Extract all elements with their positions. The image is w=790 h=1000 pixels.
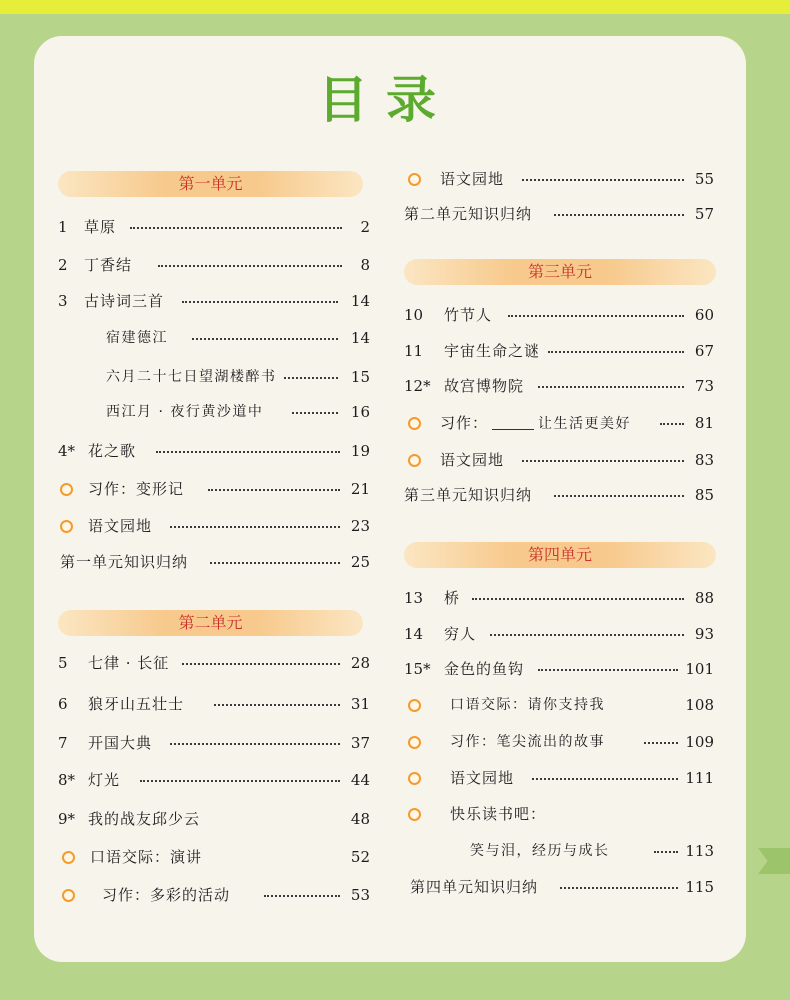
bullet-icon	[62, 889, 75, 902]
entry-number: 6	[58, 695, 68, 713]
toc-entry[interactable]	[404, 801, 714, 827]
top-strip	[0, 0, 790, 14]
entry-page: 109	[685, 733, 714, 751]
entry-page: 115	[685, 878, 714, 896]
entry-title-suffix: 让生活更美好	[538, 416, 632, 432]
dot-leader	[538, 386, 684, 388]
dot-leader	[140, 780, 340, 782]
toc-entry[interactable]	[58, 438, 370, 464]
toc-entry[interactable]	[58, 252, 370, 278]
dot-leader	[560, 887, 678, 889]
unit1-summary[interactable]	[58, 549, 370, 575]
entry-page: 14	[350, 292, 370, 310]
dot-leader	[554, 214, 684, 216]
dot-leader	[182, 301, 338, 303]
entry-page: 113	[685, 842, 714, 860]
bullet-icon	[408, 173, 421, 186]
toc-entry[interactable]	[404, 692, 714, 718]
dot-leader	[472, 598, 684, 600]
dot-leader	[508, 315, 684, 317]
toc-entry[interactable]	[404, 585, 714, 611]
entry-title: 口语交际：请你支持我	[450, 697, 605, 713]
entry-title: 花之歌	[88, 442, 137, 460]
bullet-icon	[62, 851, 75, 864]
entry-number: 15*	[404, 660, 431, 678]
entry-title: 故宫博物院	[444, 377, 525, 395]
bullet-icon	[408, 699, 421, 712]
toc-entry[interactable]	[58, 882, 370, 908]
unit4-header: 第四单元	[404, 542, 716, 568]
toc-entry[interactable]	[58, 691, 370, 717]
dot-leader	[654, 851, 678, 853]
dot-leader	[130, 227, 342, 229]
dot-leader	[214, 704, 340, 706]
entry-page: 101	[685, 660, 714, 678]
entry-page: 44	[350, 771, 370, 789]
entry-page: 48	[350, 810, 370, 828]
toc-entry[interactable]	[58, 513, 370, 539]
entry-number: 3	[58, 292, 68, 310]
entry-title: 第三单元知识归纳	[404, 486, 533, 504]
entry-title: 习作：多彩的活动	[102, 886, 231, 904]
dot-leader	[522, 460, 684, 462]
entry-number: 7	[58, 734, 68, 752]
entry-title: 语文园地	[88, 517, 153, 535]
entry-title-prefix: 习作：	[440, 414, 489, 432]
fill-in-blank	[492, 415, 534, 430]
entry-title: 我的战友邱少云	[88, 810, 201, 828]
bullet-icon	[408, 736, 421, 749]
toc-entry[interactable]	[58, 767, 370, 793]
toc-entry[interactable]	[404, 302, 714, 328]
unit2-header: 第二单元	[58, 610, 363, 636]
dot-leader	[210, 562, 340, 564]
toc-entry[interactable]	[58, 288, 370, 314]
dot-leader	[660, 423, 684, 425]
dot-leader	[192, 338, 338, 340]
toc-entry[interactable]	[58, 364, 370, 390]
entry-page: 15	[350, 368, 370, 386]
entry-title: 古诗词三首	[84, 292, 165, 310]
entry-page: 88	[694, 589, 714, 607]
entry-title: 语文园地	[440, 170, 505, 188]
entry-number: 2	[58, 256, 68, 274]
entry-page: 108	[685, 696, 714, 714]
entry-title: 第四单元知识归纳	[410, 878, 539, 896]
entry-title: 宿建德江	[106, 330, 168, 346]
entry-title: 草原	[84, 218, 117, 236]
dot-leader	[158, 265, 342, 267]
toc-entry[interactable]	[404, 765, 714, 791]
bullet-icon	[60, 483, 73, 496]
entry-title: 桥	[444, 589, 461, 607]
entry-page: 67	[694, 342, 714, 360]
entry-title: 笑与泪，经历与成长	[470, 843, 610, 859]
entry-title: 习作：笔尖流出的故事	[450, 734, 605, 750]
entry-title: 语文园地	[440, 451, 505, 469]
toc-entry[interactable]	[58, 730, 370, 756]
entry-page: 8	[360, 256, 370, 274]
entry-title: 西江月 · 夜行黄沙道中	[106, 404, 264, 420]
unit3-header: 第三单元	[404, 259, 716, 285]
entry-title: 习作：变形记	[88, 480, 185, 498]
entry-page: 57	[694, 205, 714, 223]
entry-page: 37	[350, 734, 370, 752]
toc-entry[interactable]	[404, 166, 714, 192]
entry-title: 语文园地	[450, 769, 515, 787]
dot-leader	[284, 377, 338, 379]
entry-page: 31	[350, 695, 370, 713]
entry-number: 13	[404, 589, 424, 607]
entry-title: 口语交际：演讲	[90, 848, 203, 866]
entry-page: 28	[350, 654, 370, 672]
entry-title: 第一单元知识归纳	[60, 553, 189, 571]
bullet-icon	[60, 520, 73, 533]
entry-title	[440, 410, 631, 437]
dot-leader	[522, 179, 684, 181]
entry-page: 14	[350, 329, 370, 347]
entry-title: 竹节人	[444, 306, 493, 324]
dot-leader	[538, 669, 678, 671]
entry-page: 60	[694, 306, 714, 324]
entry-number: 8*	[58, 771, 76, 789]
entry-page: 55	[694, 170, 714, 188]
toc-entry[interactable]	[58, 325, 370, 351]
dot-leader	[644, 742, 678, 744]
unit1-header: 第一单元	[58, 171, 363, 197]
dot-leader	[208, 489, 340, 491]
entry-title: 灯光	[88, 771, 121, 789]
entry-number: 11	[404, 342, 424, 360]
entry-number: 14	[404, 625, 424, 643]
entry-page: 2	[360, 218, 370, 236]
toc-entry[interactable]	[58, 806, 370, 832]
entry-page: 52	[350, 848, 370, 866]
toc-entry[interactable]	[58, 214, 370, 240]
entry-page: 21	[350, 480, 370, 498]
bullet-icon	[408, 808, 421, 821]
toc-entry[interactable]	[404, 838, 714, 864]
bullet-icon	[408, 772, 421, 785]
dot-leader	[548, 351, 684, 353]
toc-entry[interactable]	[404, 621, 714, 647]
bullet-icon	[408, 417, 421, 430]
entry-title: 快乐读书吧：	[450, 805, 547, 823]
dot-leader	[170, 743, 340, 745]
entry-page: 93	[694, 625, 714, 643]
entry-title: 穷人	[444, 625, 477, 643]
entry-title: 丁香结	[84, 256, 133, 274]
page-edge-tab	[758, 848, 790, 874]
entry-title: 第二单元知识归纳	[404, 205, 533, 223]
toc-entry[interactable]	[58, 844, 370, 870]
unit4-summary[interactable]	[404, 874, 714, 900]
entry-page: 83	[694, 451, 714, 469]
toc-entry[interactable]	[404, 373, 714, 399]
toc-entry[interactable]	[404, 729, 714, 755]
toc-entry[interactable]	[58, 650, 370, 676]
entry-number: 12*	[404, 377, 431, 395]
dot-leader	[554, 495, 684, 497]
toc-entry[interactable]	[404, 447, 714, 473]
dot-leader	[532, 778, 678, 780]
entry-page: 73	[694, 377, 714, 395]
entry-page: 53	[350, 886, 370, 904]
toc-entry[interactable]	[404, 656, 714, 682]
entry-title: 宇宙生命之谜	[444, 342, 541, 360]
entry-page: 25	[350, 553, 370, 571]
toc-entry[interactable]	[58, 476, 370, 502]
entry-number: 10	[404, 306, 424, 324]
toc-entry[interactable]	[58, 399, 370, 425]
entry-title: 开国大典	[88, 734, 153, 752]
dot-leader	[264, 895, 340, 897]
entry-page: 23	[350, 517, 370, 535]
entry-page: 19	[350, 442, 370, 460]
entry-title: 七律 · 长征	[88, 654, 170, 672]
entry-page: 16	[350, 403, 370, 421]
dot-leader	[182, 663, 340, 665]
unit3-summary[interactable]	[404, 482, 714, 508]
entry-page: 81	[694, 414, 714, 432]
page-title: 目录	[318, 71, 454, 129]
entry-page: 111	[685, 769, 714, 787]
dot-leader	[292, 412, 338, 414]
unit2-summary[interactable]	[404, 201, 714, 227]
entry-number: 9*	[58, 810, 76, 828]
entry-title: 金色的鱼钩	[444, 660, 525, 678]
entry-title: 狼牙山五壮士	[88, 695, 185, 713]
entry-number: 4*	[58, 442, 76, 460]
entry-page: 85	[694, 486, 714, 504]
bullet-icon	[408, 454, 421, 467]
dot-leader	[170, 526, 340, 528]
entry-number: 1	[58, 218, 68, 236]
toc-entry[interactable]	[404, 338, 714, 364]
toc-entry[interactable]	[404, 410, 714, 436]
dot-leader	[490, 634, 684, 636]
entry-title: 六月二十七日望湖楼醉书	[106, 369, 277, 385]
entry-number: 5	[58, 654, 68, 672]
dot-leader	[156, 451, 340, 453]
